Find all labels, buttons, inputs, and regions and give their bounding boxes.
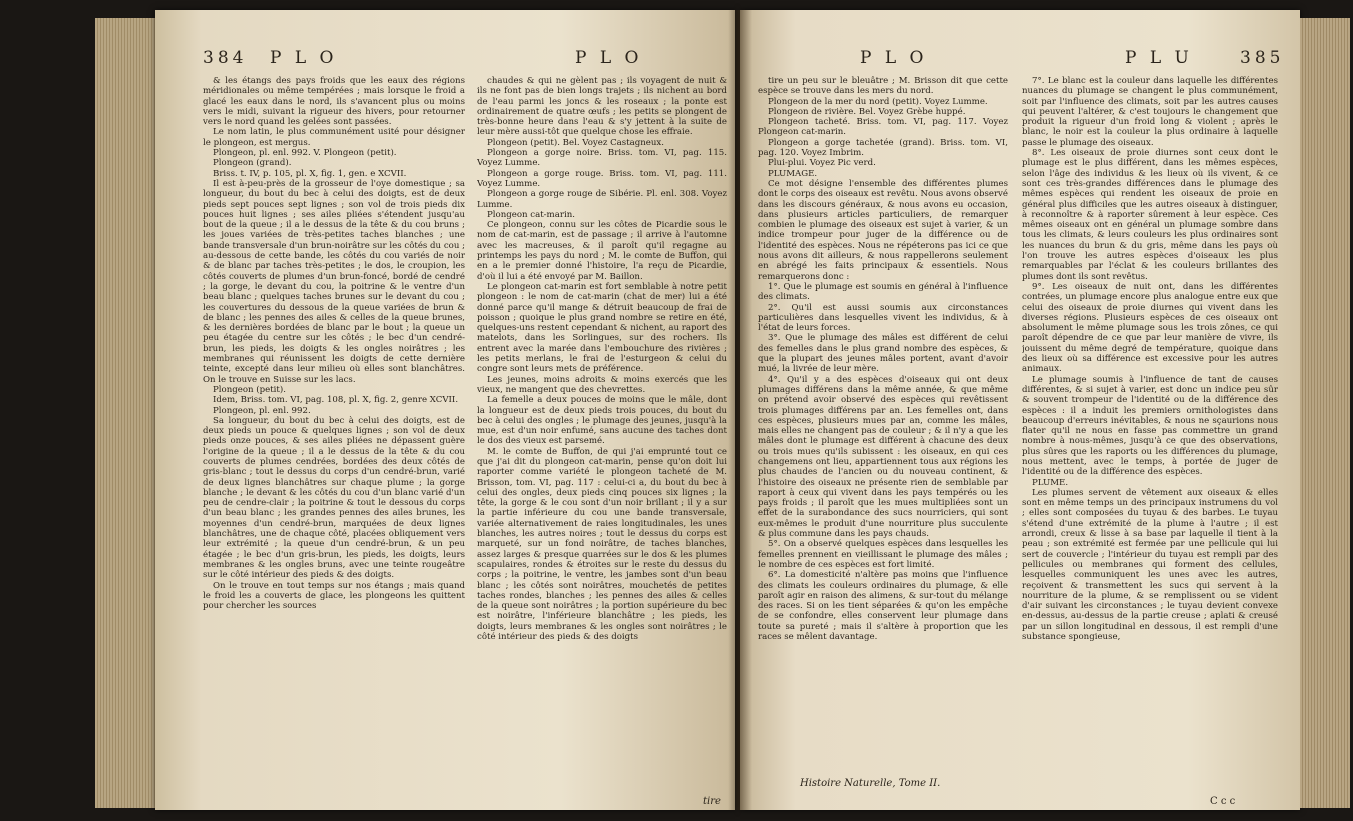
paragraph: Ce plongeon, connu sur les côtes de Picardie sous le nom de cat-marin, est de passage ; il arrive à l'automne avec les macreuses, & il paroît qu'il regagne au printemps les pays du nord ; M. le comte de Buffon, qui en a le premier donné l'histoire, l'a reçu de Picardie, d'où il lui a été envoyé par M. Baillon.: [477, 220, 727, 282]
page-edges-right: [1300, 18, 1350, 808]
paragraph: On le trouve en tout temps sur nos étangs ; mais quand le froid les a couverts de glace, les plongeons les quittent pour chercher les sources: [203, 580, 465, 612]
paragraph: Sa longueur, du bout du bec à celui des doigts, est de deux pieds un pouce & quelques lignes ; son vol de deux pieds onze pouces, & ses ailes pliées ne dépassent guère l'origine de la queue ; il a le dessus de la tête & du cou couverts de plumes cendrées, bordées des deux côtés de gris-blanc ; tout le dessus du corps d'un cendré-brun, varié de deux lignes blanchâtres sur chaque plume ; la gorge blanche ; le devant & les côtés du cou d'un blanc varié d'un peu de cendre-clair ; la poitrine & tout le dessous du corps d'un beau blanc ; les grandes pennes des ailes brunes, les moyennes d'un cendré-brun, marquées de deux lignes blanchâtres, une de chaque côté, placées obliquement vers leur extrémité ; la queue d'un cendré-brun, & un peu étagée ; le bec d'un gris-brun, les pieds, les doigts, leurs membranes & les ongles bruns, avec une teinte rougeâtre sur le côté intérieur des pieds & des doigts.: [203, 415, 465, 581]
paragraph: Les plumes servent de vêtement aux oiseaux & elles sont en même temps un des principaux instrumens du vol ; elles sont composées du tuyau & des barbes. Le tuyau s'étend d'une extrémité de la plume à l'autre ; il est arrondi, creux & lisse à sa base par laquelle il tient à la peau ; son extrémité est fermée par une pellicule qui lui sert de couvercle ; l'intérieur du tuyau est rempli par des pellicules ou membranes qui forment des cellules, lesquelles communiquent les unes avec les autres, reçoivent & transmettent les sucs qui servent à la nourriture de la plume, & se remplissent ou se vident d'air suivant les circonstances ; le tuyau devient convexe en-dessus, au-dessus de la partie creuse ; aplati & creusé par un sillon longitudinal en dessous, il est rempli d'une substance spongieuse,: [1022, 487, 1278, 643]
right-column-1: [758, 76, 1008, 776]
paragraph: M. le comte de Buffon, de qui j'ai emprunté tout ce que j'ai dit du plongeon cat-marin, pense qu'on doit lui raporter comme variété le plongeon tacheté de M. Brisson, tom. VI, pag. 117 : celui-ci a, du bout du bec à celui des ongles, deux pieds cinq pouces six lignes ; la tête, la gorge & le cou sont d'un noir brillant ; il y a sur la partie inférieure du cou une bande transversale, variée alternativement de raies longitudinales, les unes blanches, les autres noires ; tout le dessus du corps est marqueté, sur un fond noirâtre, de taches blanches, assez larges & presque quarrées sur le dos & les plumes scapulaires, rondes & étroites sur le reste du dessus du corps ; la poitrine, le ventre, les jambes sont d'un beau blanc ; les côtés sont noirâtres, mouchetés de petites taches rondes, blanches ; les pennes des ailes & celles de la queue sont noirâtres ; la portion supérieure du bec est noirâtre, l'inférieure blanchâtre ; les pieds, les doigts, leurs membranes & les ongles sont noirâtres ; le côté intérieur des pieds & des doigts: [477, 446, 727, 643]
paragraph: tire un peu sur le bleuâtre ; M. Brisson dit que cette espèce se trouve dans les mers du nord.: [758, 76, 1008, 97]
right-page-number: 385: [1240, 48, 1285, 68]
paragraph: 6°. La domesticité n'altère pas moins que l'influence des climats les couleurs ordinaires du plumage, & elle paroît agir en raison des alimens, & sur-tout du mélange des races. Si on les tient séparées & qu'on les empêche de se confondre, elles conservent leur plumage dans toute sa pureté ; mais il s'altère à proportion que les races se mêlent davantage.: [758, 570, 1008, 643]
paragraph: Le plumage soumis à l'influence de tant de causes différentes, & si sujet à varier, est donc un indice peu sûr & souvent trompeur de l'identité ou de la différence des espèces : il a induit les premiers ornithologistes dans beaucoup d'erreurs inévitables, & nous ne sçaurions nous flater qu'il ne nous en fasse pas commettre un grand nombre à nous-mêmes, jusqu'à ce que des observations, plus sûres que les raports ou les différences du plumage, nous mettent, avec le temps, à portée de juger de l'identité ou de la différence des espèces.: [1022, 374, 1278, 478]
paragraph: Plongeon a gorge noire. Briss. tom. VI, pag. 115. Voyez Lumme.: [477, 148, 727, 169]
paragraph: Plui-plui. Voyez Pic verd.: [768, 158, 876, 169]
left-page: [155, 10, 735, 810]
paragraph: 7°. Le blanc est la couleur dans laquelle les différentes nuances du plumage se changent le plus communément, soit par l'influence des climats, soit par les autres causes qui peuvent l'altérer, & c'est toujours le changement que produit la rigueur d'un froid long & violent ; après le blanc, le noir est la couleur la plus ordinaire à laquelle passe le plumage des oiseaux.: [1022, 76, 1278, 148]
paragraph: Les jeunes, moins adroits & moins exercés que les vieux, ne mangent que des chevrettes.: [477, 374, 727, 395]
paragraph: 3°. Que le plumage des mâles est différent de celui des femelles dans le plus grand nombre des espèces, & que la plupart des jeunes mâles portent, avant d'avoir mué, la livrée de leur mère.: [758, 333, 1008, 375]
paragraph: La femelle a deux pouces de moins que le mâle, dont la longueur est de deux pieds trois pouces, du bout du bec à celui des ongles ; le plumage des jeunes, jusqu'à la mue, est d'un noir enfumé, sans aucune des taches dont le dos des vieux est parsemé.: [477, 395, 727, 447]
left-column-2: [477, 76, 727, 801]
catchword: tire: [703, 796, 721, 807]
open-book: [60, 10, 1300, 815]
paragraph: PLUME.: [1032, 477, 1069, 488]
paragraph: Plongeon, pl. enl. 992. V. Plongeon (petit).: [213, 148, 397, 159]
paragraph: Plongeon (petit). Bel. Voyez Castagneux.: [487, 137, 665, 148]
paragraph: chaudes & qui ne gèlent pas ; ils voyagent de nuit & ils ne font pas de bien longs trajets ; ils nichent au bord de l'eau parmi les joncs & les roseaux ; la ponte est ordinairement de quatre œufs ; les petits se plongent de très-bonne heure dans l'eau & s'y jettent à la suite de leur mère aussi-tôt que quelque chose les effraie.: [477, 76, 727, 138]
paragraph: Plongeon cat-marin.: [487, 209, 575, 220]
paragraph: Plongeon (grand).: [213, 158, 292, 169]
paragraph: Plongeon a gorge rouge. Briss. tom. VI, pag. 111. Voyez Lumme.: [477, 168, 727, 189]
paragraph: 5°. On a observé quelques espèces dans lesquelles les femelles prennent en vieillissant le plumage des mâles ; le nombre de ces espèces est fort limité.: [758, 539, 1008, 570]
left-page-number: 384: [203, 48, 248, 68]
paragraph: 8°. Les oiseaux de proie diurnes sont ceux dont le plumage est le plus différent, dans les mêmes espèces, selon l'âge des individus & les lieux où ils vivent, & ce sont ces très-grandes différences dans le plumage des mêmes espèces qui rendent les oiseaux de proie en général plus difficiles que les autres oiseaux à distinguer, à reconnoître & à raporter sûrement à leur espèce. Ces mêmes oiseaux ont en général un plumage sombre dans tous les climats, & leurs couleurs les plus ordinaires sont les nuances du brun & du gris, même dans les pays où l'on trouve les autres espèces d'oiseaux les plus remarquables par l'éclat & les couleurs brillantes des plumes dont ils sont revêtus.: [1022, 148, 1278, 282]
paragraph: Plongeon a gorge rouge de Sibérie. Pl. enl. 308. Voyez Lumme.: [477, 189, 727, 210]
gutter: [728, 10, 752, 810]
paragraph: Plongeon de la mer du nord (petit). Voyez Lumme.: [768, 96, 988, 107]
right-center-head: P L O: [860, 48, 928, 68]
paragraph: Plongeon a gorge tachetée (grand). Briss. tom. VI, pag. 120. Voyez Imbrim.: [758, 137, 1008, 159]
paragraph: 2°. Qu'il est aussi soumis aux circonstances particulières dans lesquelles vivent les individus, & à l'état de leurs forces.: [758, 302, 1008, 334]
right-page: [740, 10, 1300, 810]
left-column-1: [203, 76, 465, 801]
paragraph: Briss. t. IV, p. 105, pl. X, fig. 1, gen. e XCVII.: [213, 168, 407, 179]
left-running-head: P L O: [270, 48, 338, 68]
footer-title: Histoire Naturelle, Tome II.: [800, 778, 941, 789]
paragraph: 1°. Que le plumage est soumis en général à l'influence des climats.: [758, 281, 1008, 303]
paragraph: Plongeon tacheté. Briss. tom. VI, pag. 117. Voyez Plongeon cat-marin.: [758, 117, 1008, 138]
paragraph: Plongeon (petit).: [213, 384, 286, 395]
paragraph: Le plongeon cat-marin est fort semblable à notre petit plongeon : le nom de cat-marin (chat de mer) lui a été donné parce qu'il mange & détruit beaucoup de frai de poisson ; quoique le plus grand nombre se retire en été, quelques-uns restent cependant & nichent, au raport des matelots, dans les Sorlingues, sur des rochers. Ils entrent avec la marée dans l'embouchure des rivières ; les petits merlans, le frai de l'esturgeon & celui du congre sont leurs mets de préférence.: [477, 281, 727, 375]
paragraph: Le nom latin, le plus communément usité pour désigner le plongeon, est mergus.: [203, 127, 465, 148]
paragraph: Ce mot désigne l'ensemble des différentes plumes dont le corps des oiseaux est revêtu. Nous avons observé dans les discours généraux, & nous avons eu occasion, dans plusieurs articles particuliers, de remarquer combien le plumage des oiseaux est sujet à varier, & un indice trompeur pour juger de la différence ou de l'identité des espèces. Nous ne répéterons pas ici ce que nous avons dit ailleurs, & nous rappellerons seulement en abrégé les faits principaux & essentiels. Nous remarquerons donc :: [758, 178, 1008, 282]
paragraph: 9°. Les oiseaux de nuit ont, dans les différentes contrées, un plumage encore plus analogue entre eux que celui des oiseaux de proie diurnes qui vivent dans les diverses régions. Plusieurs espèces de ces oiseaux ont absolument le même plumage sous les trois zônes, ce qui paroît dépendre de ce que par leur manière de vivre, ils jouissent du même degré de température, quoique dans des lieux où sa différence est excessive pour les autres animaux.: [1022, 281, 1278, 375]
right-column-2: [1022, 76, 1278, 801]
left-center-head: P L O: [575, 48, 643, 68]
paragraph: Idem, Briss. tom. VI, pag. 108, pl. X, fig. 2, genre XCVII.: [213, 395, 459, 406]
right-running-head: P L U: [1125, 48, 1193, 68]
paragraph: 4°. Qu'il y a des espèces d'oiseaux qui ont deux plumages différens dans la même année, & que même on prétend avoir observé des espèces qui revêtissent trois plumages différens par an. Les femelles ont, dans ces espèces, plusieurs mues par an, comme les mâles, mais elles ne changent pas de couleur ; & il n'y a que les mâles dont le plumage est différent à chacune des deux ou trois mues qu'ils subissent : les oiseaux, en qui ces changemens ont lieu, appartiennent tous aux régions les plus chaudes de l'ancien ou du nouveau continent, & l'histoire des oiseaux ne présente rien de semblable par raport à ceux qui vivent dans les pays tempérés ou les pays froids ; il paroît que les mues multipliées sont un effet de la surabondance des sucs nourriciers, qui sont eux-mêmes le produit d'une nourriture plus succulente & plus commune dans les pays chauds.: [758, 374, 1008, 540]
paragraph: & les étangs des pays froids que les eaux des régions méridionales ou même tempérées ; mais lorsque le froid a glacé les eaux dans le nord, ils s'avancent plus ou moins vers le midi, suivant la rigueur des hivers, pour retourner vers le nord quand les gelées sont passées.: [203, 76, 465, 128]
paragraph: Il est à-peu-près de la grosseur de l'oye domestique ; sa longueur, du bout du bec à celui des doigts, est de deux pieds sept pouces sept lignes ; son vol de trois pieds dix pouces huit lignes ; ses ailes pliées s'étendent jusqu'au bout de la queue ; il a le dessus de la tête & du cou bruns ; les joues variées de très-petites taches blanches ; une bande transversale d'un brun-noirâtre sur les côtés du cou ; au-dessous de cette bande, les côtés du cou variés de noir & de blanc par taches très-petites ; le dos, le croupion, les côtés couverts de plumes d'un brun-foncé, bordé de cendré ; la gorge, le devant du cou, la poitrine & le ventre d'un beau blanc ; quelques taches brunes sur le devant du cou ; les couvertures du dessous de la queue variées de brun & de blanc ; les pennes des ailes & celles de la queue brunes, & les dernières bordées de blanc par le bout ; la queue un peu étagée du centre sur les côtés ; le bec d'un cendré-brun, les pieds, les doigts & les ongles noirâtres ; les membranes qui réunissent les doigts de cette dernière teinte, excepté dans leur milieu où elles sont blanchâtres. On le trouve en Suisse sur les lacs.: [203, 178, 465, 385]
signature-mark: C c c: [1210, 796, 1236, 807]
page-edges-left: [95, 18, 155, 808]
paragraph: Plongeon de rivière. Bel. Voyez Grèbe huppé.: [768, 106, 966, 117]
paragraph: PLUMAGE.: [768, 168, 818, 179]
paragraph: Plongeon, pl. enl. 992.: [213, 405, 311, 416]
